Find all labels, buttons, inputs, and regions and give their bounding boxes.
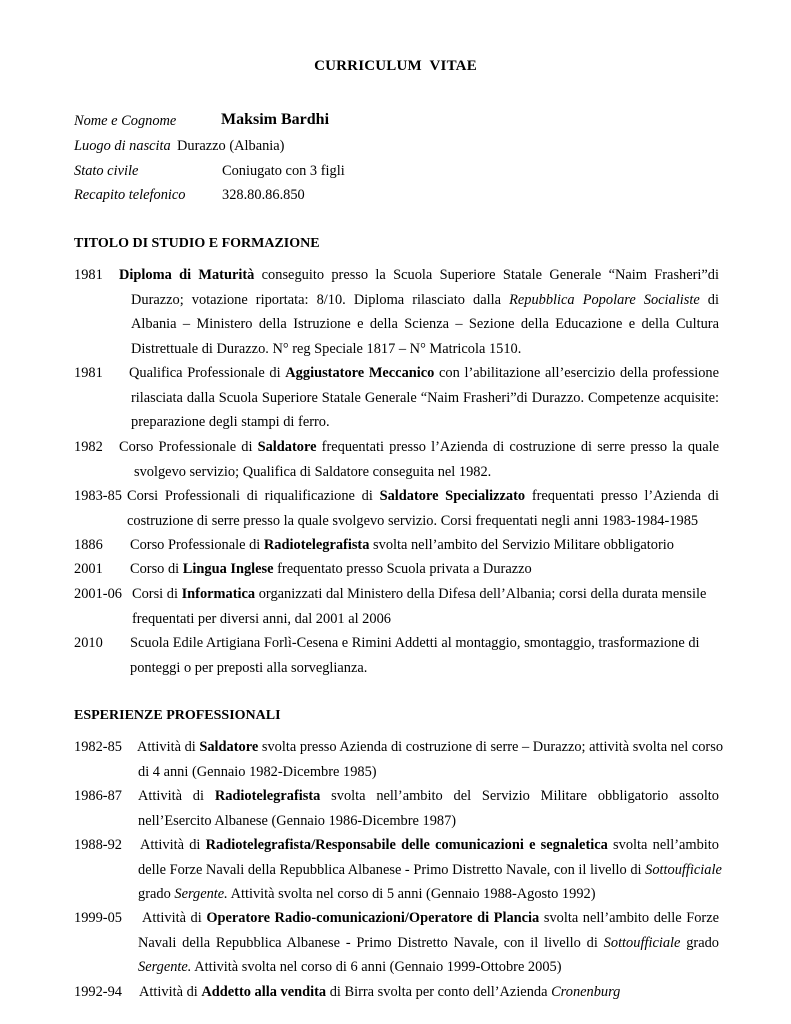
entry-line: Attività di Saldatore svolta presso Azienda di costruzione di serre – Durazzo; attività svolta nel corso	[137, 739, 724, 755]
entry-year: 1886	[74, 537, 103, 553]
entry-line: Durazzo; votazione riportata: 8/10. Diploma rilasciato dalla Repubblica Popolare Socialiste di	[131, 291, 719, 308]
phone-value: 328.80.86.850	[222, 187, 305, 203]
birthplace-value: Durazzo (Albania)	[177, 138, 285, 154]
experience-entry	[74, 980, 719, 1005]
name-label: Nome e Cognome	[74, 113, 177, 129]
entry-line: Qualifica Professionale di Aggiustatore Meccanico con l’abilitazione all’esercizio della professione	[129, 365, 720, 381]
entry-year: 1986-87	[74, 788, 122, 804]
entry-year: 1981	[74, 267, 103, 283]
entry-line: rilasciata dalla Scuola Superiore Statale Generale “Naim Frasheri”di Durazzo. Competenze acquisite:	[131, 389, 719, 406]
entry-line: Corso Professionale di Saldatore frequentati presso l’Azienda di costruzione di serre presso la quale	[119, 439, 719, 455]
education-heading: TITOLO DI STUDIO E FORMAZIONE	[74, 236, 320, 251]
name-value: Maksim Bardhi	[221, 111, 330, 128]
entry-line: Attività di Radiotelegrafista/Responsabile delle comunicazioni e segnaletica svolta nell’ambito	[140, 837, 719, 853]
entry-year: 1992-94	[74, 984, 122, 1000]
entry-year: 2010	[74, 635, 103, 651]
entry-year: 1983-85	[74, 488, 122, 504]
education-entry	[74, 361, 719, 435]
entry-line: grado Sergente. Attività svolta nel corso di 5 anni (Gennaio 1988-Agosto 1992)	[138, 886, 596, 902]
education-entry	[74, 484, 719, 533]
entry-line: Corsi di Informatica organizzati dal Ministero della Difesa dell’Albania; corsi della durata mensile	[132, 586, 707, 602]
entry-year: 1982-85	[74, 739, 122, 755]
education-entry	[74, 557, 719, 582]
entry-line: Diploma di Maturità conseguito presso la Scuola Superiore Statale Generale “Naim Frasheri”di	[119, 267, 719, 283]
entry-line: frequentati per diversi anni, dal 2001 al 2006	[132, 610, 391, 627]
civil-status-label: Stato civile	[74, 163, 139, 179]
entry-line: Attività di Radiotelegrafista svolta nell’ambito del Servizio Militare obbligatorio assolto	[138, 788, 720, 804]
experience-entry	[74, 906, 719, 980]
entry-line: Attività di Operatore Radio-comunicazioni/Operatore di Plancia svolta nell’ambito delle Forze	[142, 910, 720, 926]
entry-line: delle Forze Navali della Repubblica Albanese - Primo Distretto Navale, con il livello di Sottoufficiale	[138, 861, 722, 878]
entry-line: ponteggi o per preposti alla sorveglianza.	[130, 659, 368, 676]
entry-line: Corsi Professionali di riqualificazione di Saldatore Specializzato frequentati presso l’Azienda di	[127, 488, 719, 504]
education-entry	[74, 582, 719, 631]
entry-line: Sergente. Attività svolta nel corso di 6 anni (Gennaio 1999-Ottobre 2005)	[138, 959, 562, 975]
entry-line: di 4 anni (Gennaio 1982-Dicembre 1985)	[138, 763, 377, 780]
phone-label: Recapito telefonico	[74, 187, 186, 203]
birthplace-label: Luogo di nascita	[74, 138, 171, 154]
experience-entry	[74, 735, 724, 784]
entry-year: 1981	[74, 365, 103, 381]
entry-year: 1999-05	[74, 910, 122, 926]
civil-status-value: Coniugato con 3 figli	[222, 163, 345, 179]
entry-line: Navali della Repubblica Albanese - Primo Distretto Navale, con il livello di Sottoufficiale grado	[138, 934, 719, 951]
experience-heading: ESPERIENZE PROFESSIONALI	[74, 708, 281, 723]
entry-line: Distrettuale di Durazzo. N° reg Speciale 1817 – N° Matricola 1510.	[131, 340, 522, 357]
entry-line: svolgevo servizio; Qualifica di Saldatore conseguita nel 1982.	[134, 463, 492, 480]
entry-year: 1988-92	[74, 837, 122, 853]
entry-year: 2001	[74, 561, 103, 577]
education-entry	[74, 533, 719, 558]
entry-line: nell’Esercito Albanese (Gennaio 1986-Dicembre 1987)	[138, 812, 457, 829]
entry-year: 2001-06	[74, 586, 122, 602]
entry-line: Corso Professionale di Radiotelegrafista svolta nell’ambito del Servizio Militare obbligatorio	[130, 537, 674, 553]
education-entry	[74, 263, 719, 361]
education-entry	[74, 435, 719, 484]
entry-line: Corso di Lingua Inglese frequentato presso Scuola privata a Durazzo	[130, 561, 532, 577]
entry-line: Attività di Addetto alla vendita di Birra svolta per conto dell’Azienda Cronenburg	[139, 984, 621, 1000]
entry-line: Albania – Ministero della Istruzione e della Scienza – Sezione della Educazione e della Cultura	[131, 316, 719, 332]
entry-year: 1982	[74, 439, 103, 455]
education-entry	[74, 631, 719, 680]
entry-line: Scuola Edile Artigiana Forlì-Cesena e Rimini Addetti al montaggio, smontaggio, trasformazione di	[130, 635, 700, 651]
experience-entry	[74, 784, 719, 833]
entry-line: preparazione degli stampi di ferro.	[131, 414, 330, 430]
entry-line: costruzione di serre presso la quale svolgevo servizio. Corsi frequentati negli anni 1983-1984-1985	[127, 512, 699, 529]
experience-entry	[74, 833, 722, 907]
page-title: CURRICULUM VITAE	[314, 58, 477, 74]
